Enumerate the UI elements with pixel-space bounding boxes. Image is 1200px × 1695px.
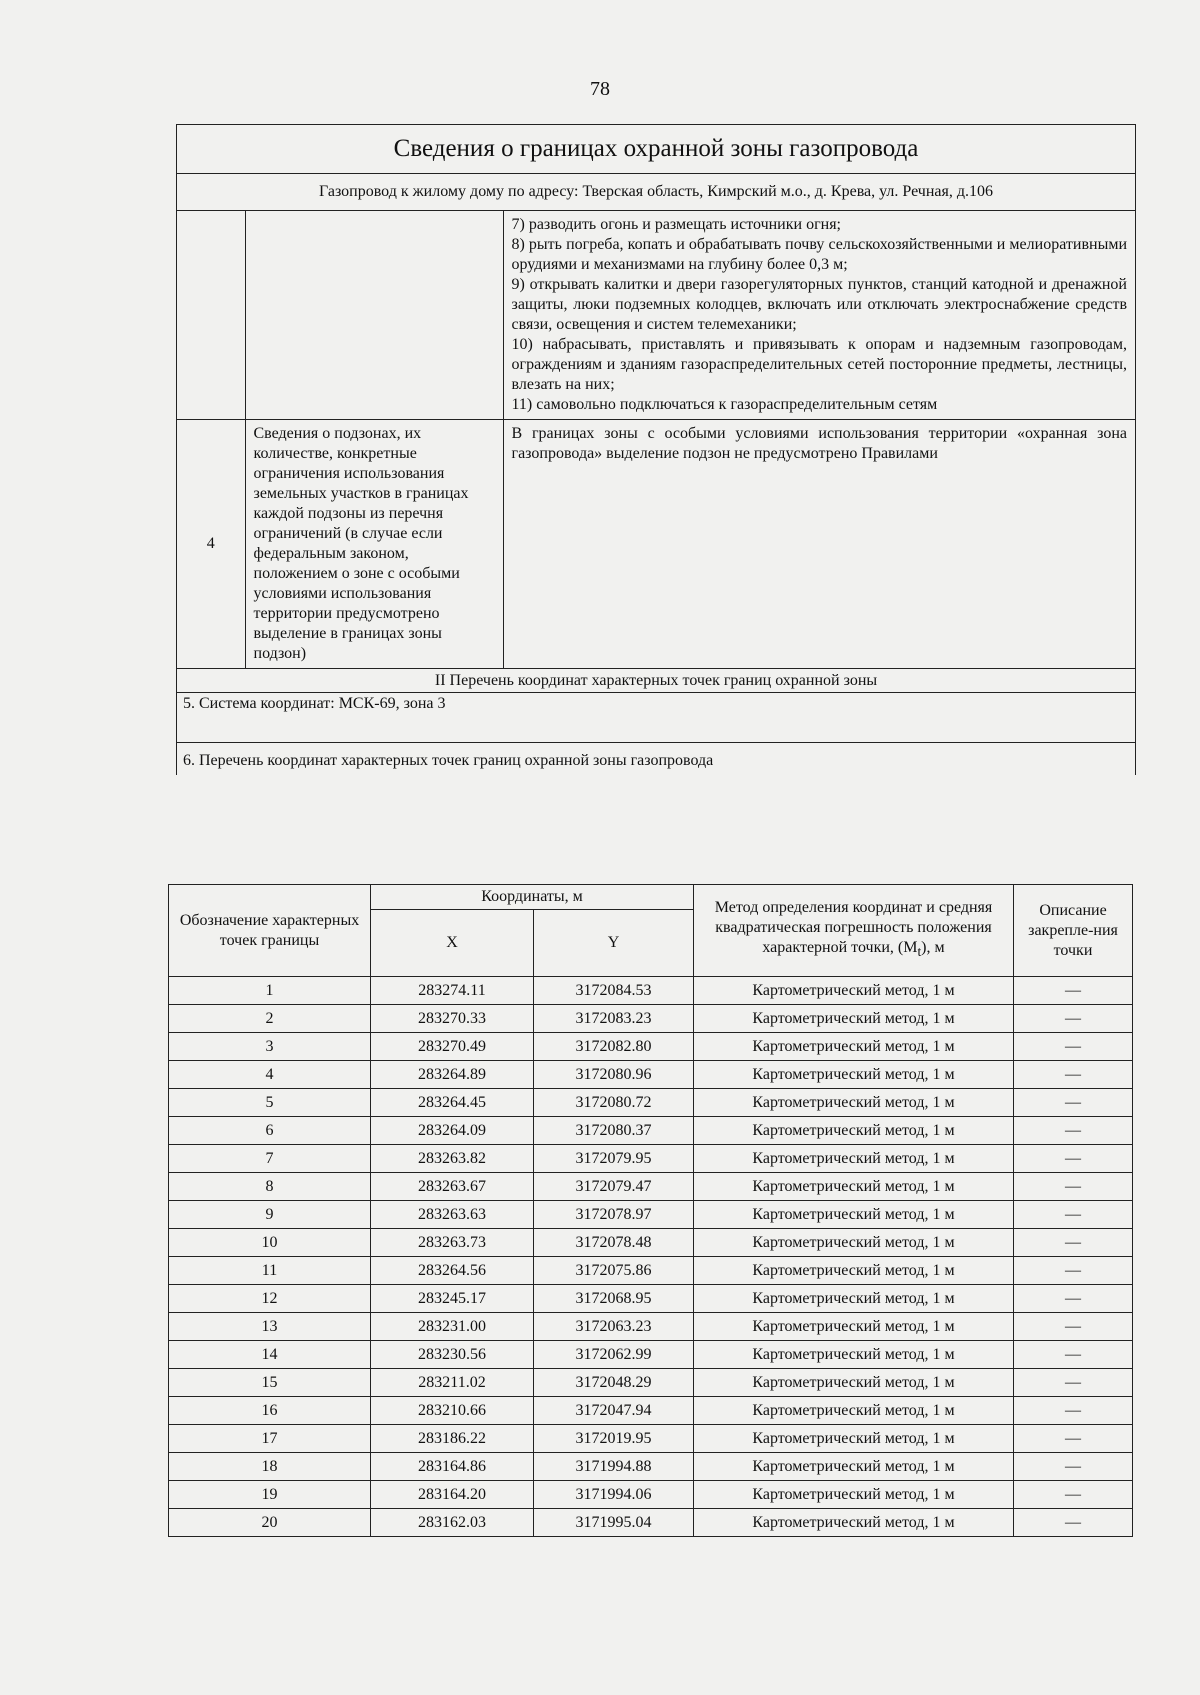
- table-row: [169, 1509, 1133, 1537]
- y-coordinate-cell: 3172019.95: [534, 1425, 694, 1453]
- table-row: [169, 1397, 1133, 1425]
- x-coordinate-cell: 283210.66: [371, 1397, 534, 1425]
- coordinates-body: [169, 977, 1133, 1537]
- zone-info-table: [177, 211, 1135, 669]
- y-coordinate-cell: 3172080.37: [534, 1117, 694, 1145]
- coordinates-table: [168, 884, 1133, 1537]
- col-method-header: [694, 885, 1014, 977]
- y-coordinate-cell: 3171994.06: [534, 1481, 694, 1509]
- point-number-cell: 9: [169, 1201, 371, 1229]
- y-coordinate-cell: 3172082.80: [534, 1033, 694, 1061]
- x-coordinate-cell: 283270.49: [371, 1033, 534, 1061]
- table-row: [169, 1229, 1133, 1257]
- point-number-cell: 12: [169, 1285, 371, 1313]
- zone-info-frame: [176, 124, 1136, 775]
- point-number-cell: 8: [169, 1173, 371, 1201]
- restrictions-cell: [503, 211, 1135, 420]
- table-row: [169, 1201, 1133, 1229]
- table-row: [169, 1369, 1133, 1397]
- point-number-cell: 19: [169, 1481, 371, 1509]
- x-coordinate-cell: 283264.56: [371, 1257, 534, 1285]
- table-row: [169, 1481, 1133, 1509]
- method-header-subscript: t: [917, 944, 922, 960]
- table-row: [169, 1453, 1133, 1481]
- subzones-value: В границах зоны с особыми условиями использования территории «охранная зона газопровода» выделение подзон не предусмотрено Правилами: [503, 420, 1135, 669]
- table-row: [169, 1313, 1133, 1341]
- y-coordinate-cell: 3172068.95: [534, 1285, 694, 1313]
- point-number-cell: 20: [169, 1509, 371, 1537]
- point-number-cell: 11: [169, 1257, 371, 1285]
- method-cell: Картометрический метод, 1 м: [694, 1285, 1014, 1313]
- page-title: Сведения о границах охранной зоны газопровода: [177, 125, 1135, 174]
- description-cell: —: [1014, 1369, 1133, 1397]
- y-coordinate-cell: 3172083.23: [534, 1005, 694, 1033]
- point-number-cell: 10: [169, 1229, 371, 1257]
- table-row: [169, 1033, 1133, 1061]
- y-coordinate-cell: 3172078.48: [534, 1229, 694, 1257]
- description-cell: —: [1014, 1201, 1133, 1229]
- table-row: [169, 1145, 1133, 1173]
- description-cell: —: [1014, 1453, 1133, 1481]
- point-number-cell: 13: [169, 1313, 371, 1341]
- y-coordinate-cell: 3172048.29: [534, 1369, 694, 1397]
- method-cell: Картометрический метод, 1 м: [694, 1005, 1014, 1033]
- method-cell: Картометрический метод, 1 м: [694, 1145, 1014, 1173]
- method-cell: Картометрический метод, 1 м: [694, 1089, 1014, 1117]
- method-cell: Картометрический метод, 1 м: [694, 1341, 1014, 1369]
- point-number-cell: 16: [169, 1397, 371, 1425]
- table-row: [169, 1173, 1133, 1201]
- point-number-cell: 17: [169, 1425, 371, 1453]
- x-coordinate-cell: 283263.73: [371, 1229, 534, 1257]
- method-cell: Картометрический метод, 1 м: [694, 1117, 1014, 1145]
- table-row: [169, 977, 1133, 1005]
- description-cell: —: [1014, 1229, 1133, 1257]
- x-coordinate-cell: 283274.11: [371, 977, 534, 1005]
- description-cell: —: [1014, 1425, 1133, 1453]
- point-number-cell: 1: [169, 977, 371, 1005]
- point-number-cell: 18: [169, 1453, 371, 1481]
- table-row: [169, 1117, 1133, 1145]
- method-cell: Картометрический метод, 1 м: [694, 1033, 1014, 1061]
- method-cell: Картометрический метод, 1 м: [694, 1061, 1014, 1089]
- description-cell: —: [1014, 1145, 1133, 1173]
- description-cell: —: [1014, 1341, 1133, 1369]
- subzones-row: [177, 420, 1135, 669]
- x-coordinate-cell: 283164.86: [371, 1453, 534, 1481]
- description-cell: —: [1014, 1033, 1133, 1061]
- description-cell: —: [1014, 1117, 1133, 1145]
- method-cell: Картометрический метод, 1 м: [694, 1397, 1014, 1425]
- y-coordinate-cell: 3171994.88: [534, 1453, 694, 1481]
- point-number-cell: 14: [169, 1341, 371, 1369]
- x-coordinate-cell: 283264.45: [371, 1089, 534, 1117]
- col-description-header: Описание закрепле-ния точки: [1014, 885, 1133, 977]
- table-row: [169, 1089, 1133, 1117]
- description-cell: —: [1014, 1481, 1133, 1509]
- x-coordinate-cell: 283264.89: [371, 1061, 534, 1089]
- y-coordinate-cell: 3172080.72: [534, 1089, 694, 1117]
- table-row: [169, 1257, 1133, 1285]
- description-cell: —: [1014, 1173, 1133, 1201]
- point-number-cell: 6: [169, 1117, 371, 1145]
- description-cell: —: [1014, 1285, 1133, 1313]
- method-header-text: Метод определения координат и средняя квадратическая погрешность положения характерной точки, (M: [714, 899, 993, 957]
- method-header-end: ), м: [921, 939, 945, 957]
- method-cell: Картометрический метод, 1 м: [694, 1453, 1014, 1481]
- point-number-cell: 2: [169, 1005, 371, 1033]
- object-description: Газопровод к жилому дому по адресу: Тверская область, Кимрский м.о., д. Крева, ул. Речная, д.106: [177, 174, 1135, 211]
- method-cell: Картометрический метод, 1 м: [694, 1425, 1014, 1453]
- y-coordinate-cell: 3172062.99: [534, 1341, 694, 1369]
- y-coordinate-cell: 3172075.86: [534, 1257, 694, 1285]
- description-cell: —: [1014, 1257, 1133, 1285]
- x-coordinate-cell: 283211.02: [371, 1369, 534, 1397]
- col-y-header: Y: [534, 910, 694, 977]
- method-cell: Картометрический метод, 1 м: [694, 1173, 1014, 1201]
- y-coordinate-cell: 3171995.04: [534, 1509, 694, 1537]
- description-cell: —: [1014, 1089, 1133, 1117]
- description-cell: —: [1014, 1061, 1133, 1089]
- method-cell: Картометрический метод, 1 м: [694, 1313, 1014, 1341]
- x-coordinate-cell: 283230.56: [371, 1341, 534, 1369]
- restriction-item: 10) набрасывать, приставлять и привязывать к опорам и надземным газопроводам, ограждениям и зданиям газораспределительных сетей посторонние предметы, лестницы, влезать на них;: [511, 336, 1127, 393]
- method-cell: Картометрический метод, 1 м: [694, 1509, 1014, 1537]
- point-number-cell: 15: [169, 1369, 371, 1397]
- y-coordinate-cell: 3172079.47: [534, 1173, 694, 1201]
- y-coordinate-cell: 3172079.95: [534, 1145, 694, 1173]
- description-cell: —: [1014, 1509, 1133, 1537]
- table-row: [169, 1425, 1133, 1453]
- col-point-header: Обозначение характерных точек границы: [169, 885, 371, 977]
- restrictions-label-cell: [245, 211, 503, 420]
- y-coordinate-cell: 3172084.53: [534, 977, 694, 1005]
- coordinate-system: 5. Система координат: МСК-69, зона 3: [177, 693, 1135, 743]
- table-row: [169, 1005, 1133, 1033]
- row-number: 4: [177, 420, 245, 669]
- method-cell: Картометрический метод, 1 м: [694, 1229, 1014, 1257]
- subzones-label: Сведения о подзонах, их количестве, конкретные ограничения использования земельных участков в границах каждой подзоны из перечня ограничений (в случае если федеральным законом, положением о зоне с особыми условиями использования территории предусмотрено выделение в границах зоны подзон): [245, 420, 503, 669]
- x-coordinate-cell: 283263.67: [371, 1173, 534, 1201]
- restrictions-row: [177, 211, 1135, 420]
- x-coordinate-cell: 283270.33: [371, 1005, 534, 1033]
- point-number-cell: 7: [169, 1145, 371, 1173]
- method-cell: Картометрический метод, 1 м: [694, 1257, 1014, 1285]
- point-number-cell: 3: [169, 1033, 371, 1061]
- description-cell: —: [1014, 1397, 1133, 1425]
- section-title: II Перечень координат характерных точек границ охранной зоны: [177, 669, 1135, 693]
- x-coordinate-cell: 283186.22: [371, 1425, 534, 1453]
- point-number-cell: 5: [169, 1089, 371, 1117]
- restriction-item: 11) самовольно подключаться к газораспределительным сетям: [511, 396, 938, 413]
- y-coordinate-cell: 3172047.94: [534, 1397, 694, 1425]
- method-cell: Картометрический метод, 1 м: [694, 1481, 1014, 1509]
- y-coordinate-cell: 3172078.97: [534, 1201, 694, 1229]
- x-coordinate-cell: 283164.20: [371, 1481, 534, 1509]
- restriction-item: 7) разводить огонь и размещать источники огня;: [511, 216, 841, 233]
- point-number-cell: 4: [169, 1061, 371, 1089]
- restriction-item: 8) рыть погреба, копать и обрабатывать почву сельскохозяйственными и мелиоративными орудиями и механизмами на глубину более 0,3 м;: [511, 236, 1127, 273]
- restrictions-number-cell: [177, 211, 245, 420]
- col-coords-header: Координаты, м: [371, 885, 694, 910]
- coordinate-list-title: 6. Перечень координат характерных точек границ охранной зоны газопровода: [183, 752, 714, 769]
- table-row: [169, 1061, 1133, 1089]
- x-coordinate-cell: 283263.63: [371, 1201, 534, 1229]
- x-coordinate-cell: 283263.82: [371, 1145, 534, 1173]
- method-cell: Картометрический метод, 1 м: [694, 1201, 1014, 1229]
- x-coordinate-cell: 283245.17: [371, 1285, 534, 1313]
- description-cell: —: [1014, 1005, 1133, 1033]
- description-cell: —: [1014, 1313, 1133, 1341]
- y-coordinate-cell: 3172063.23: [534, 1313, 694, 1341]
- description-cell: —: [1014, 977, 1133, 1005]
- page-number: 78: [590, 78, 610, 100]
- restriction-item: 9) открывать калитки и двери газорегуляторных пунктов, станций катодной и дренажной защиты, люки подземных колодцев, включать или отключать электроснабжение средств связи, освещения и систем телемеханики;: [511, 276, 1127, 333]
- method-cell: Картометрический метод, 1 м: [694, 1369, 1014, 1397]
- x-coordinate-cell: 283264.09: [371, 1117, 534, 1145]
- col-x-header: X: [371, 910, 534, 977]
- x-coordinate-cell: 283162.03: [371, 1509, 534, 1537]
- table-row: [169, 1341, 1133, 1369]
- method-cell: Картометрический метод, 1 м: [694, 977, 1014, 1005]
- x-coordinate-cell: 283231.00: [371, 1313, 534, 1341]
- table-row: [169, 1285, 1133, 1313]
- y-coordinate-cell: 3172080.96: [534, 1061, 694, 1089]
